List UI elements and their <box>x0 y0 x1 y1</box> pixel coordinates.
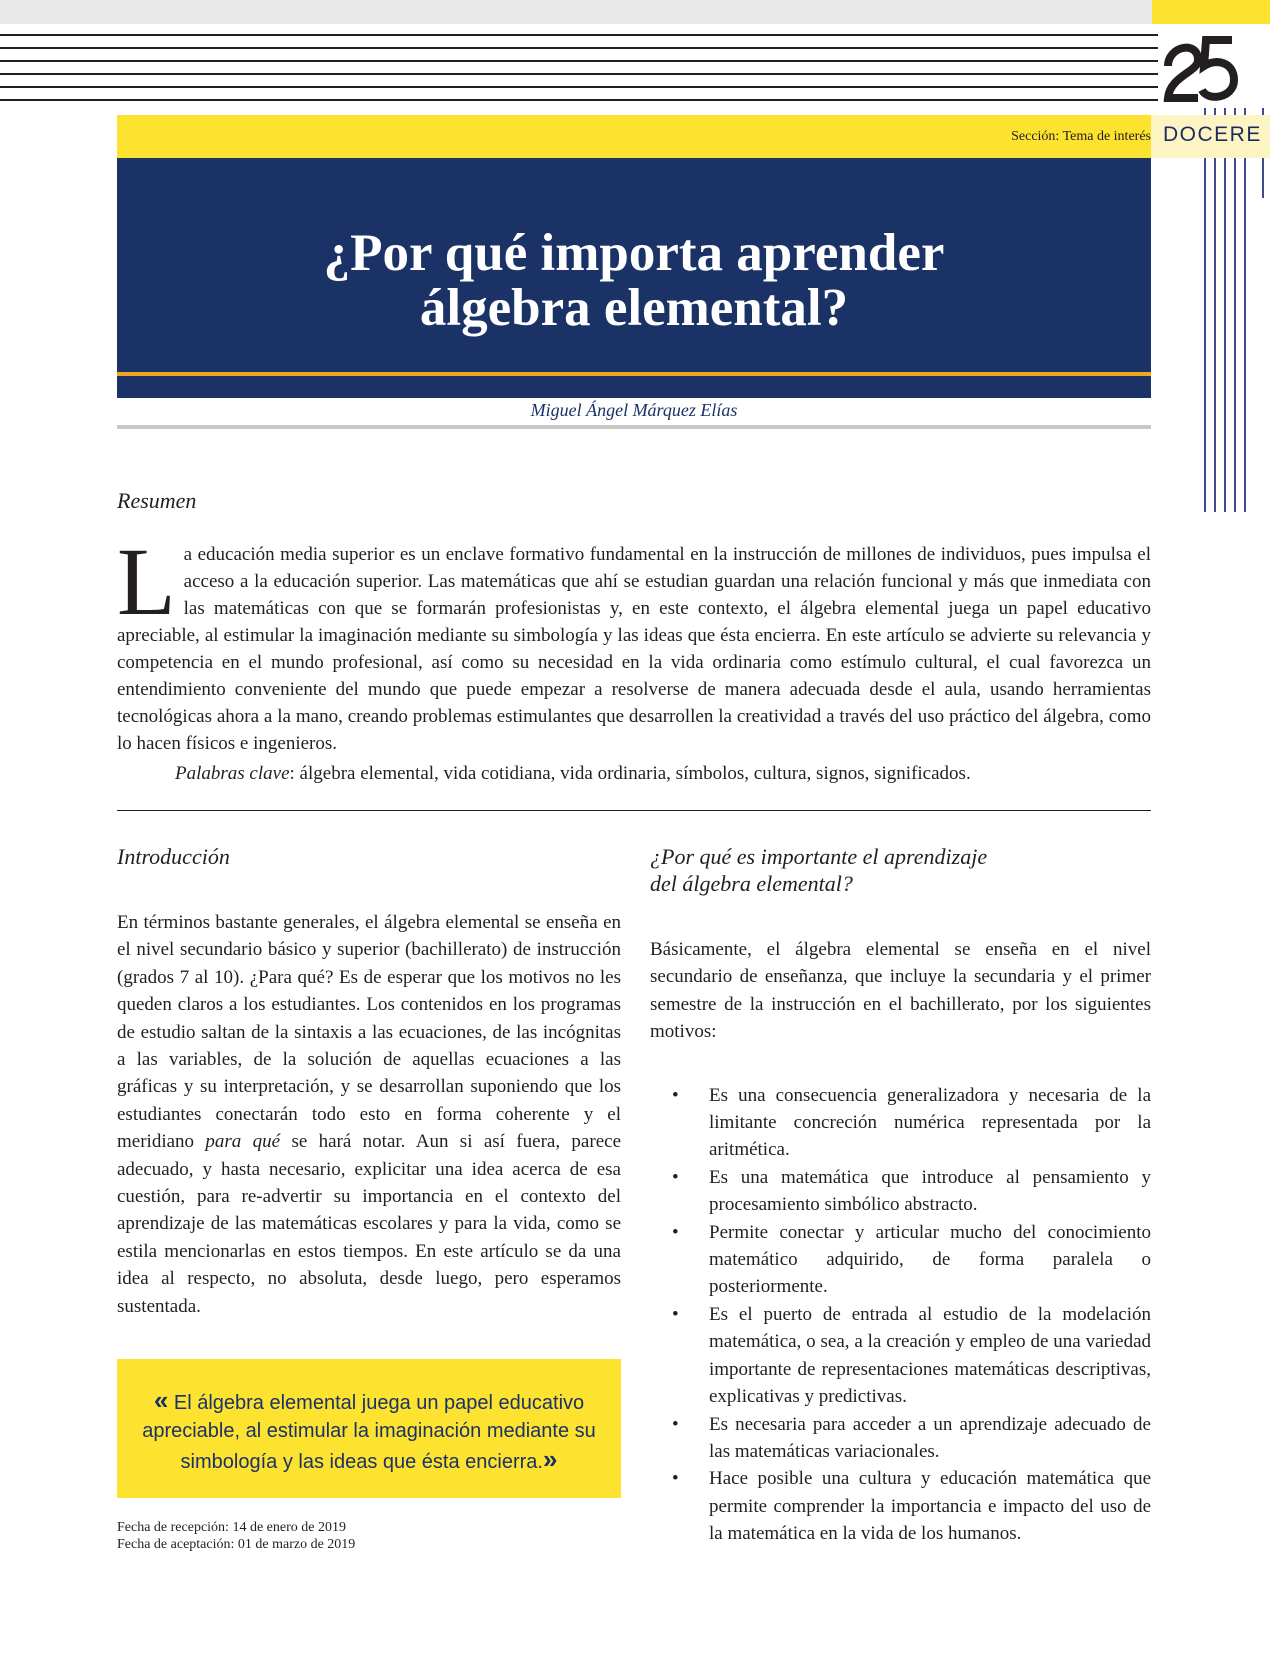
keywords-label: Palabras clave <box>175 763 290 784</box>
header-rule <box>0 34 1158 36</box>
margin-rule <box>1244 108 1246 512</box>
bullet-icon: • <box>672 1303 679 1325</box>
pull-quote <box>117 1359 621 1498</box>
bullet-icon: • <box>672 1413 679 1435</box>
importance-intro: Básicamente, el álgebra elemental se enseña en el nivel secundario de enseñanza, que incluye la secundaria y el primer semestre de la instrucción en el bachillerato, por los siguientes motivos: <box>650 939 1151 1043</box>
intro-text-2: se hará notar. Aun si así fuera, parece adecuado, y hasta necesario, explicitar una idea acerca de esa cuestión, para re-advertir su importancia en el contexto del aprendizaje de las matemáticas escolares y para la vida, como se estila mencionarlas en estos tiempos. En este artículo se da una idea al respecto, no absoluta, desde luego, pero esperamos sustentada. <box>117 1131 621 1317</box>
list-item <box>650 1411 1151 1466</box>
header-rule <box>0 99 1158 101</box>
abstract-body <box>117 528 1151 757</box>
close-quote-icon: » <box>542 1444 558 1474</box>
title-banner <box>117 158 1151 398</box>
journal-name-box <box>1151 115 1270 158</box>
list-item-text: Es una matemática que introduce al pensamiento y procesamiento simbólico abstracto. <box>709 1166 1151 1216</box>
list-item-text: Hace posible una cultura y educación matemática que permite comprender la importancia e impacto del uso de la matemática en la vida de los humanos. <box>709 1468 1151 1545</box>
bullet-icon: • <box>672 1084 679 1106</box>
section-divider <box>117 810 1151 811</box>
section-label: Sección: Tema de interés <box>1011 129 1151 144</box>
reasons-list <box>650 1082 1151 1548</box>
list-item <box>650 1082 1151 1164</box>
header-rule <box>0 73 1158 75</box>
journal-name: DOCERE <box>1163 123 1262 146</box>
header-rule <box>0 60 1158 62</box>
top-gray-band <box>0 0 1152 24</box>
intro-text-italic: para qué <box>205 1131 281 1153</box>
title-line-1: ¿Por qué importa aprender <box>323 224 945 282</box>
section-bar <box>117 115 1151 158</box>
pull-quote-text: El álgebra elemental juega un papel educativo apreciable, al estimular la imaginación mediante su simbología y las ideas que ésta encierra. <box>142 1392 596 1473</box>
header-rule <box>0 47 1158 49</box>
keywords-list: : álgebra elemental, vida cotidiana, vida ordinaria, símbolos, cultura, signos, significados. <box>289 763 971 784</box>
list-item-text: Es una consecuencia generalizadora y necesaria de la limitante concreción numérica representada por la aritmética. <box>709 1084 1151 1161</box>
left-column <box>117 843 621 1320</box>
list-item <box>650 1164 1151 1219</box>
author-rule <box>117 425 1151 429</box>
keywords <box>175 763 1155 785</box>
title-accent-rule <box>117 372 1151 376</box>
list-item <box>650 1219 1151 1301</box>
intro-text-1: En términos bastante generales, el álgebra elemental se enseña en el nivel secundario básico y superior (bachillerato) de instrucción (grados 7 al 10). ¿Para qué? Es de esperar que los motivos no les queden claros a los estudiantes. Los contenidos en los programas de estudio saltan de la sintaxis a las ecuaciones, de las incógnitas a las variables, de la solución de aquellas ecuaciones a las gráficas y su interpretación, y se desarrollan suponiendo que los estudiantes conectarán todo esto en forma coherente y el meridiano <box>117 912 621 1153</box>
list-item <box>650 1465 1151 1547</box>
publication-dates <box>117 1519 355 1553</box>
open-quote-icon: « <box>153 1385 169 1415</box>
list-item <box>650 1301 1151 1411</box>
margin-rule <box>1234 108 1236 512</box>
importance-heading-line-1: ¿Por qué es importante el aprendizaje <box>650 844 988 869</box>
importance-heading-line-2: del álgebra elemental? <box>650 871 853 896</box>
pull-quote-text-block <box>135 1386 603 1476</box>
title-line-2: álgebra elemental? <box>419 279 849 337</box>
right-column <box>650 843 1151 1548</box>
anniversary-logo-icon <box>1158 28 1238 108</box>
intro-paragraph <box>117 909 621 1320</box>
margin-rule <box>1224 108 1226 512</box>
abstract-text: a educación media superior es un enclave formativo fundamental en la instrucción de millones de individuos, pues impulsa el acceso a la educación superior. Las matemáticas que ahí se estudian guardan una relación funcional y más que inmediata con las matemáticas con que se formarán profesionistas y, en este contexto, el álgebra elemental juega un papel educativo apreciable, al estimular la imaginación mediante su simbología y las ideas que ésta encierra. En este artículo se advierte su relevancia y competencia en el mundo profesional, así como su necesidad en la vida ordinaria como estímulo cultural, el cual favorezca un entendimiento conveniente del mundo que puede empezar a resolverse de manera adecuada desde el aula, usando herramientas tecnológicas ahora a la mano, creando problemas estimulantes que desarrollen la creatividad a través del uso práctico del álgebra, como lo hacen físicos e ingenieros. <box>117 544 1151 754</box>
margin-rule <box>1204 108 1206 512</box>
article-title <box>117 226 1151 336</box>
bullet-icon: • <box>672 1221 679 1243</box>
received-date: Fecha de recepción: 14 de enero de 2019 <box>117 1520 346 1535</box>
bullet-icon: • <box>672 1166 679 1188</box>
accepted-date: Fecha de aceptación: 01 de marzo de 2019 <box>117 1537 356 1552</box>
list-item-text: Permite conectar y articular mucho del conocimiento matemático adquirido, de forma paralela o posteriormente. <box>709 1221 1151 1298</box>
importance-heading <box>650 843 1151 897</box>
abstract-heading: Resumen <box>117 488 197 513</box>
drop-cap: L <box>117 528 176 635</box>
header-rule <box>0 86 1158 88</box>
margin-rule <box>1214 108 1216 512</box>
author-name: Miguel Ángel Márquez Elías <box>530 400 738 420</box>
bullet-icon: • <box>672 1468 679 1490</box>
top-yellow-corner <box>1152 0 1270 24</box>
intro-heading: Introducción <box>117 844 230 869</box>
list-item-text: Es necesaria para acceder a un aprendizaje adecuado de las matemáticas variacionales. <box>709 1413 1151 1462</box>
list-item-text: Es el puerto de entrada al estudio de la modelación matemática, o sea, a la creación y empleo de una variedad importante de representaciones matemáticas descriptivas, explicativas y predictivas. <box>709 1303 1151 1408</box>
